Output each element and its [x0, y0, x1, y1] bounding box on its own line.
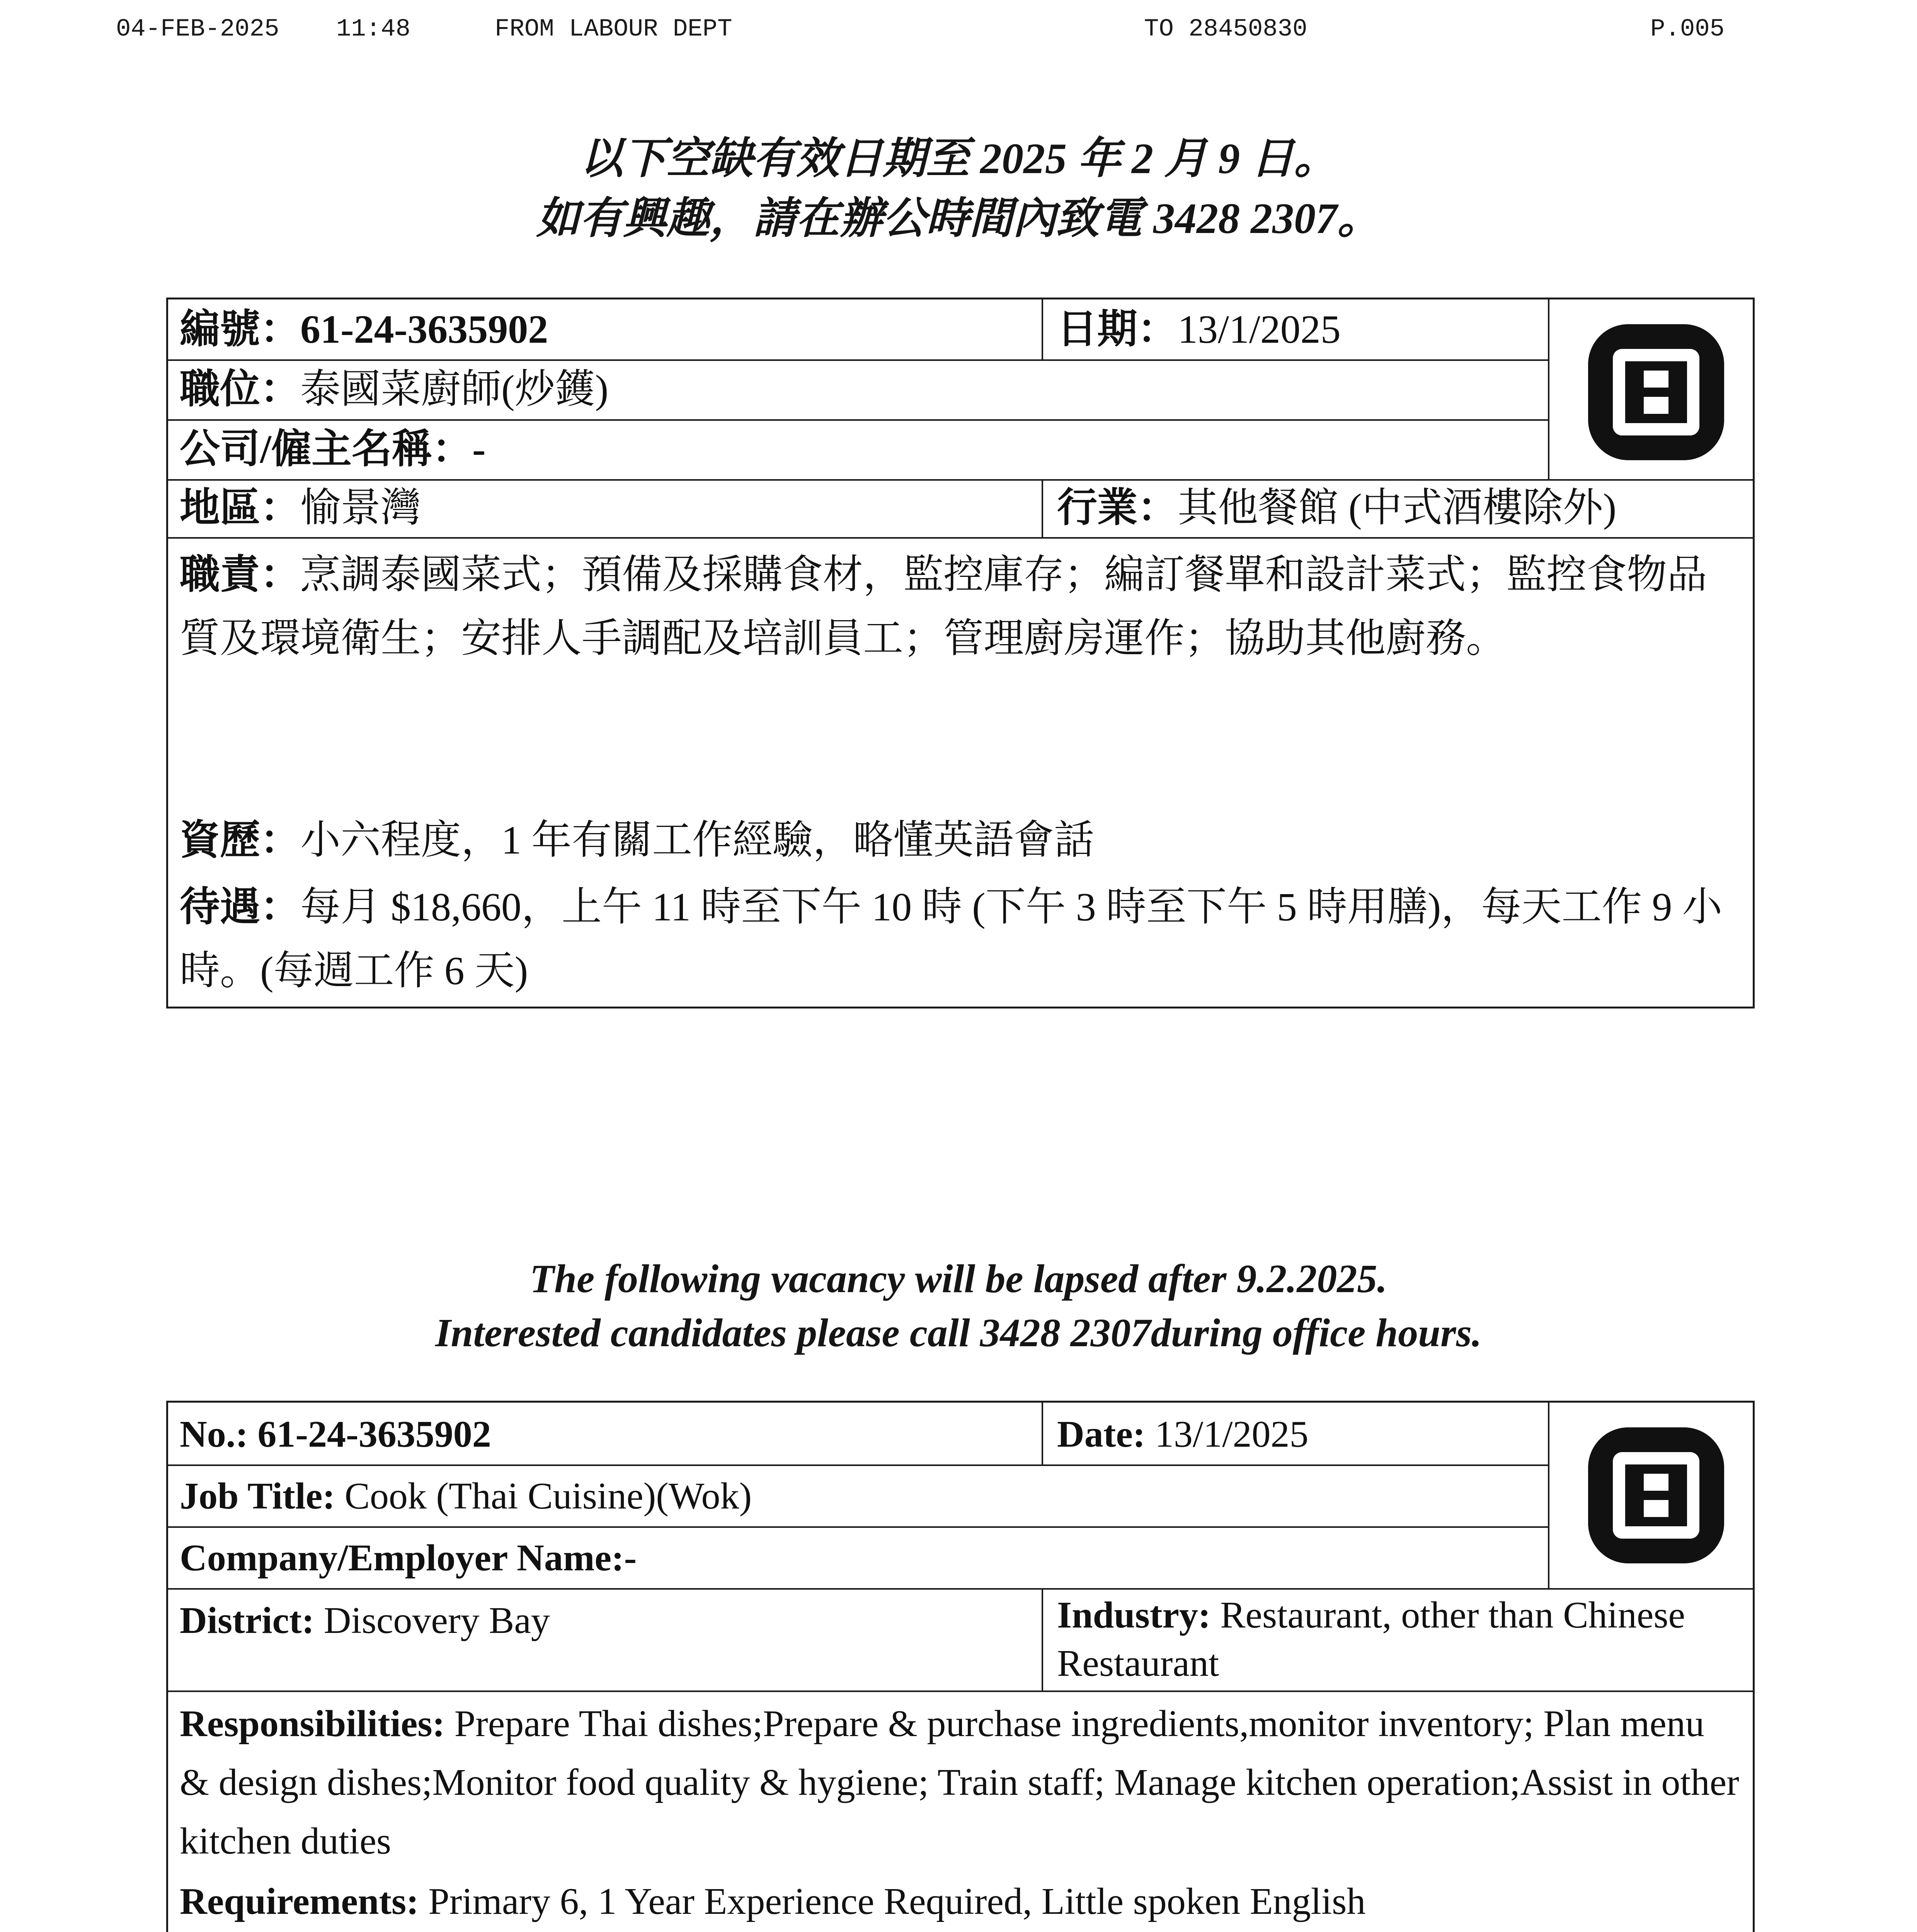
- chinese-company-value: -: [472, 427, 486, 471]
- english-no-value: 61-24-3635902: [257, 1413, 491, 1455]
- fax-to: TO 28450830: [1144, 15, 1308, 43]
- chinese-duties-label: 職責：: [180, 553, 301, 597]
- english-no-field: [180, 1405, 491, 1464]
- chinese-date-label: 日期：: [1057, 307, 1178, 352]
- labour-department-logo: [1579, 315, 1733, 469]
- chinese-date-field: [1057, 303, 1341, 357]
- chinese-no-label: 編號：: [180, 307, 301, 352]
- fax-date: 04-FEB-2025: [116, 15, 279, 43]
- fax-page-number: P.005: [1650, 15, 1725, 43]
- english-industry-field: [1057, 1591, 1737, 1688]
- english-responsibilities-label: Responsibilities:: [180, 1703, 455, 1745]
- fax-from: FROM LABOUR DEPT: [495, 15, 732, 43]
- english-notice-line-1: The following vacancy will be lapsed after 9.2.2025.: [529, 1257, 1388, 1301]
- chinese-no-field: [180, 303, 548, 357]
- chinese-duties-field: [180, 543, 1741, 670]
- chinese-requirements-value: 小六程度，1 年有關工作經驗，略懂英語會話: [300, 818, 1095, 862]
- chinese-industry-field: [1057, 481, 1616, 535]
- english-requirements-label: Requirements:: [180, 1881, 429, 1922]
- english-date-label: Date:: [1057, 1413, 1155, 1455]
- chinese-company-label: 公司/僱主名稱：: [180, 427, 472, 471]
- english-industry-value: Restaurant, other than Chinese Restaurant: [1057, 1594, 1685, 1684]
- english-title-field: [180, 1467, 752, 1526]
- english-responsibilities-field: [180, 1694, 1741, 1871]
- english-vacancy-table: [166, 1401, 1755, 1932]
- english-district-label: District:: [180, 1600, 324, 1641]
- chinese-title-value: 泰國菜廚師(炒鑊): [300, 367, 609, 412]
- english-district-field: [180, 1591, 550, 1650]
- chinese-terms-label: 待遇：: [180, 885, 301, 929]
- english-responsibilities-value: Prepare Thai dishes;Prepare & purchase ingredients,monitor inventory; Plan menu & design dishes;Monitor food quality & hygiene; Train staff; Manage kitchen operation;Assist in other kitchen duties: [180, 1703, 1739, 1862]
- chinese-district-value: 愉景灣: [300, 486, 421, 530]
- english-company-value: -: [624, 1537, 637, 1579]
- english-date-value: 13/1/2025: [1155, 1413, 1309, 1455]
- chinese-date-value: 13/1/2025: [1178, 307, 1341, 352]
- labour-department-logo: [1579, 1418, 1733, 1573]
- chinese-requirements-label: 資歷：: [180, 818, 301, 862]
- english-no-label: No.:: [180, 1413, 258, 1455]
- chinese-notice-line-2: 如有興趣，請在辦公時間內致電 3428 2307。: [536, 195, 1381, 243]
- chinese-terms-field: [180, 875, 1741, 1003]
- chinese-district-label: 地區：: [180, 486, 301, 530]
- fax-time: 11:48: [336, 15, 411, 43]
- chinese-title-label: 職位：: [180, 367, 301, 412]
- english-requirements-value: Primary 6, 1 Year Experience Required, Little spoken English: [428, 1881, 1366, 1922]
- chinese-industry-label: 行業：: [1057, 486, 1178, 530]
- english-district-value: Discovery Bay: [323, 1600, 550, 1641]
- english-requirements-field: [180, 1872, 1365, 1931]
- chinese-terms-value: 每月 $18,660，上午 11 時至下午 10 時 (下午 3 時至下午 5 時用膳)，每天工作 9 小時。(每週工作 6 天): [180, 885, 1723, 993]
- chinese-company-field: [180, 422, 486, 476]
- english-notice-line-2: Interested candidates please call 3428 2307during office hours.: [435, 1311, 1482, 1355]
- english-company-field: [180, 1529, 637, 1587]
- chinese-notice-line-1: 以下空缺有效日期至 2025 年 2 月 9 日。: [580, 135, 1337, 183]
- chinese-district-field: [180, 481, 421, 535]
- english-date-field: [1057, 1405, 1309, 1464]
- chinese-title-field: [180, 362, 608, 417]
- chinese-industry-value: 其他餐館 (中式酒樓除外): [1178, 486, 1617, 530]
- chinese-duties-value: 烹調泰國菜式；預備及採購食材，監控庫存；編訂餐單和設計菜式；監控食物品質及環境衛生；安排人手調配及培訓員工；管理廚房運作；協助其他廚務。: [180, 553, 1708, 661]
- chinese-vacancy-table: [166, 298, 1755, 1009]
- english-title-value: Cook (Thai Cuisine)(Wok): [344, 1475, 752, 1517]
- english-company-label: Company/Employer Name:: [180, 1537, 624, 1579]
- chinese-requirements-field: [180, 813, 1094, 867]
- chinese-no-value: 61-24-3635902: [300, 307, 548, 352]
- english-title-label: Job Title:: [180, 1475, 345, 1517]
- english-industry-label: Industry:: [1057, 1594, 1221, 1636]
